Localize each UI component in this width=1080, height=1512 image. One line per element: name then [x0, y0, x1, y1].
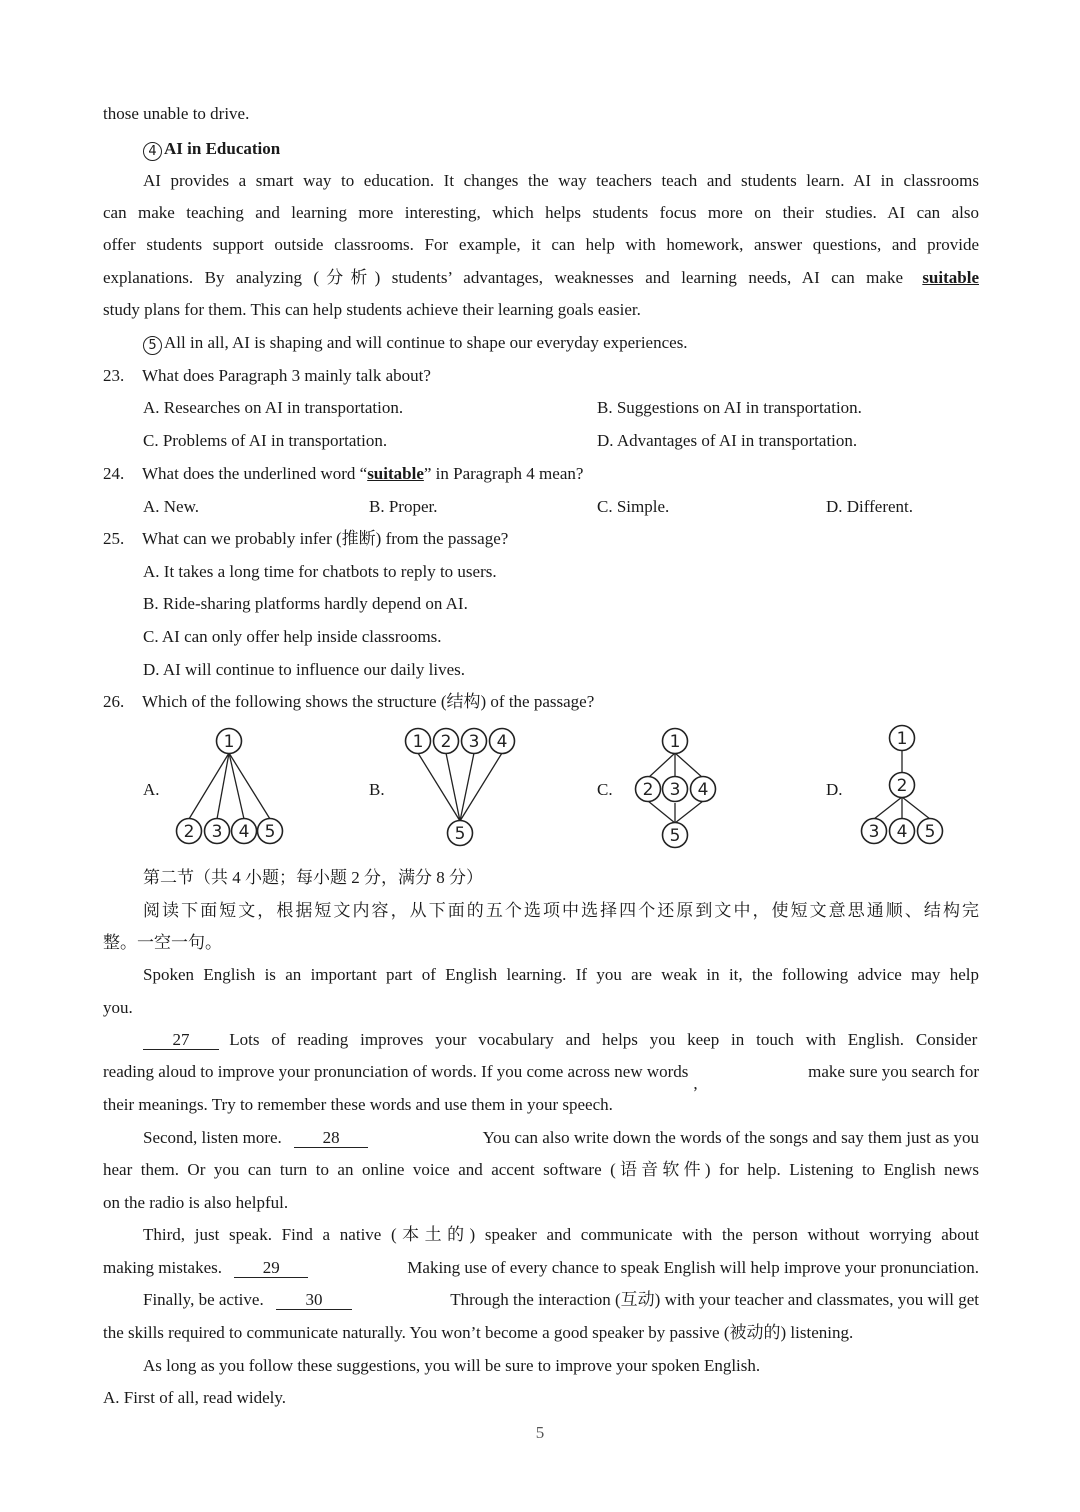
passage2-p2-line-3: their meanings. Try to remember these words and use them in your speech. [103, 1095, 613, 1114]
blank-29[interactable]: 29 [234, 1259, 308, 1278]
node-label: 3 [868, 822, 880, 842]
passage2-p5-line-2: the skills required to communicate naturally. You won’t become a good speaker by passive (被动的) listening. [103, 1323, 854, 1342]
circled-number: 4 [143, 142, 162, 161]
node-label: 4 [697, 780, 709, 800]
passage-end-line: those unable to drive. [103, 104, 250, 123]
passage2-p2-line-1 [143, 1030, 979, 1050]
question-stem: What can we probably infer (推断) from the passage? [142, 529, 509, 548]
question-number: 23. [103, 366, 125, 385]
passage2-p6: As long as you follow these suggestions, you will be sure to improve your spoken English. [143, 1356, 761, 1375]
q26-option-a-label: A. [143, 780, 160, 799]
q23-option-d: D. Advantages of AI in transportation. [597, 431, 858, 450]
node-label: 2 [183, 822, 195, 842]
q26-option-c-label: C. [597, 780, 613, 799]
q24-option-b: B. Proper. [369, 497, 438, 516]
question-stem: Which of the following shows the structure (结构) of the passage? [142, 692, 595, 711]
node-label: 5 [669, 826, 681, 846]
node-label: 1 [896, 729, 908, 749]
para4-line-5: study plans for them. This can help students achieve their learning goals easier. [103, 300, 641, 319]
page-number: 5 [535, 1423, 545, 1442]
para4-line-1: AI provides a smart way to education. It changes the way teachers teach and students learn. AI in classrooms [143, 171, 979, 190]
question-stem-pre: What does the underlined word “ [142, 464, 368, 483]
para4-line-4-text: explanations. By analyzing (分析) students’ advantages, weaknesses and learning needs, AI can make [103, 268, 903, 287]
q23-option-b: B. Suggestions on AI in transportation. [597, 398, 862, 417]
para4-line-2: can make teaching and learning more interesting, which helps students focus more on their studies. AI can also [103, 203, 979, 222]
passage2-p1-line-1: Spoken English is an important part of English learning. If you are weak in it, the following advice may help [143, 965, 979, 984]
passage2-p4-post: Making use of every chance to speak English will help improve your pronunciation. [407, 1258, 979, 1277]
q24-option-a: A. New. [143, 497, 200, 516]
q25-option-a: A. It takes a long time for chatbots to reply to users. [143, 562, 497, 581]
q25-option-d: D. AI will continue to influence our daily lives. [143, 660, 465, 679]
underlined-word: suitable [367, 464, 424, 483]
node-label: 1 [223, 732, 235, 752]
passage2-p4-line-1: Third, just speak. Find a native (本土的) speaker and communicate with the person without worrying about [143, 1225, 979, 1244]
q23-option-c: C. Problems of AI in transportation. [143, 431, 388, 450]
comma: , [693, 1074, 698, 1093]
passage2-p5-pre: Finally, be active. [143, 1290, 264, 1309]
section2-instruction-2: 整。一空一句。 [103, 933, 222, 952]
node-label: 4 [238, 822, 250, 842]
question-number: 26. [103, 692, 125, 711]
blank-30[interactable]: 30 [276, 1291, 352, 1310]
underlined-word: suitable [922, 268, 979, 287]
passage2-p5-post: Through the interaction (互动) with your teacher and classmates, you will get [450, 1290, 979, 1309]
question-stem-post: ” in Paragraph 4 mean? [423, 464, 584, 483]
node-label: 3 [669, 780, 681, 800]
node-label: 2 [440, 732, 452, 752]
passage2-p3-pre: Second, listen more. [143, 1128, 282, 1147]
q24-option-c: C. Simple. [597, 497, 670, 516]
node-label: 5 [264, 822, 276, 842]
passage2-p2-line-2 [103, 1062, 979, 1093]
passage2-p3-line-1 [143, 1128, 979, 1148]
para4-line-3: offer students support outside classrooms. For example, it can help with homework, answer questions, and provide [103, 235, 979, 254]
passage2-p2-line-2-text: reading aloud to improve your pronunciation of words. If you come across new words [103, 1062, 689, 1081]
passage2-p5-line-1 [143, 1290, 979, 1310]
node-label: 1 [669, 732, 681, 752]
passage2-p3-post: You can also write down the words of the songs and say them just as you [482, 1128, 979, 1147]
node-label: 5 [924, 822, 936, 842]
q23-option-a: A. Researches on AI in transportation. [143, 398, 404, 417]
q25-option-b: B. Ride-sharing platforms hardly depend on AI. [143, 594, 468, 613]
passage2-p3-line-3: on the radio is also helpful. [103, 1193, 289, 1212]
q25-option-c: C. AI can only offer help inside classrooms. [143, 627, 442, 646]
blank-28[interactable]: 28 [294, 1129, 368, 1148]
passage2-p1-line-2: you. [103, 998, 133, 1017]
node-label: 4 [896, 822, 908, 842]
passage2-p2-line-1-text: Lots of reading improves your vocabulary and helps you keep in touch with English. Consider [229, 1030, 978, 1049]
question-number: 24. [103, 464, 125, 483]
node-label: 2 [642, 780, 654, 800]
passage2-p3-line-2: hear them. Or you can turn to an online voice and accent software (语音软件) for help. Listening to English news [103, 1160, 979, 1179]
q24-option-d: D. Different. [826, 497, 914, 516]
node-label: 2 [896, 776, 908, 796]
circled-number: 5 [143, 336, 162, 355]
q26-option-b-label: B. [369, 780, 385, 799]
section2-title: 第二节（共 4 小题；每小题 2 分，满分 8 分） [143, 868, 483, 887]
passage2-p4-pre: making mistakes. [103, 1258, 222, 1277]
node-label: 3 [468, 732, 480, 752]
q26-option-d-label: D. [826, 780, 843, 799]
passage2-p2-line-2-end: make sure you search for [808, 1062, 979, 1081]
para4-heading-text: AI in Education [164, 139, 281, 158]
passage2-p4-line-2 [103, 1258, 979, 1278]
question-stem: What does Paragraph 3 mainly talk about? [142, 366, 431, 385]
option-a: A. First of all, read widely. [103, 1388, 287, 1407]
node-label: 4 [496, 732, 508, 752]
node-label: 1 [412, 732, 424, 752]
question-number: 25. [103, 529, 125, 548]
blank-27[interactable]: 27 [143, 1031, 219, 1050]
para5-text: All in all, AI is shaping and will continue to shape our everyday experiences. [164, 333, 688, 352]
node-label: 3 [211, 822, 223, 842]
section2-instruction-1: 阅读下面短文，根据短文内容，从下面的五个选项中选择四个还原到文中，使短文意思通顺、结构完 [143, 901, 979, 920]
node-label: 5 [454, 824, 466, 844]
